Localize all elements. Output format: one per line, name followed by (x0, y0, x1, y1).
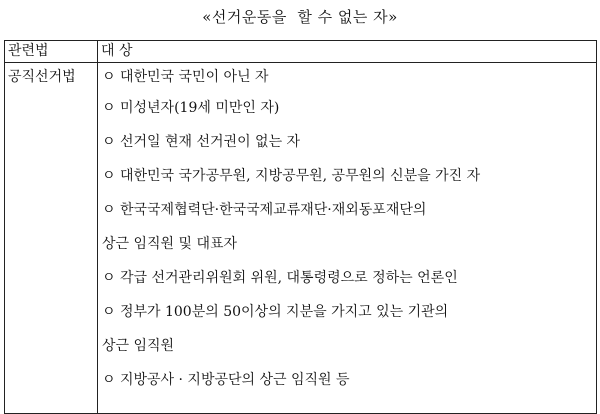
law-name: 공직선거법 (8, 69, 76, 85)
table-header-row (5, 41, 597, 63)
list-item: 상근 임직원 (102, 338, 175, 354)
list-item: ㅇ 지방공사 · 지방공단의 상근 임직원 등 (102, 372, 350, 388)
target-cell (98, 63, 597, 414)
law-cell (5, 63, 98, 414)
restriction-table (4, 40, 597, 414)
list-item: ㅇ 선거일 현재 선거권이 없는 자 (102, 134, 301, 150)
target-list (98, 63, 596, 397)
list-item: ㅇ 한국국제협력단·한국국제교류재단·재외동포재단의 (102, 202, 427, 218)
list-item: ㅇ 대한민국 국민이 아닌 자 (102, 69, 269, 85)
list-item: ㅇ 대한민국 국가공무원, 지방공무원, 공무원의 신분을 가진 자 (102, 168, 481, 184)
list-item: ㅇ 미성년자(19세 미만인 자) (102, 100, 280, 116)
list-item: ㅇ 각급 선거관리위원회 위원, 대통령령으로 정하는 언론인 (102, 270, 458, 286)
header-target: 대 상 (98, 41, 597, 63)
table-row (5, 63, 597, 414)
list-item: 상근 임직원 및 대표자 (102, 236, 238, 252)
list-item: ㅇ 정부가 100분의 50이상의 지분을 가지고 있는 기관의 (102, 304, 449, 320)
header-law: 관련법 (5, 41, 98, 63)
document-title: «선거운동을 할 수 없는 자» (202, 8, 398, 26)
